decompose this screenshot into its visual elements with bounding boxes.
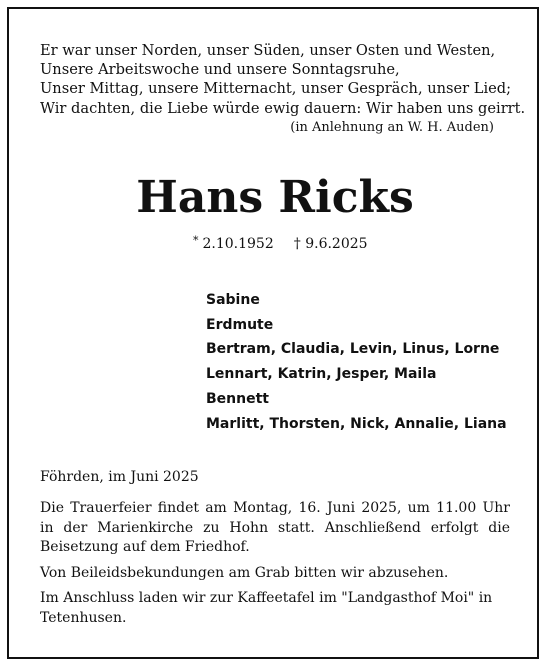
family-line: Bertram, Claudia, Levin, Linus, Lorne [206,341,500,358]
family-line: Bennett [206,390,269,407]
funeral-details: Die Trauerfeier findet am Montag, 16. Juni 2025, um 11.00 Uhr in der Marienkirche zu Hohn statt. Anschließend erfolgt die Beisetzung auf dem Friedhof. [40,500,510,556]
deceased-name: Hans Ricks [136,172,414,223]
family-line: Marlitt, Thorsten, Nick, Annalie, Liana [206,415,507,432]
condolence-note: Von Beileidsbekundungen am Grab bitten wir abzusehen. [40,564,449,581]
death-date: 9.6.2025 [305,236,368,252]
poem-attribution: (in Anlehnung an W. H. Auden) [290,120,494,135]
life-dates [193,234,368,252]
birth-date: 2.10.1952 [202,236,274,252]
poem [40,41,525,118]
poem-line: Unser Mittag, unsere Mitternacht, unser Gespräch, unser Lied; [40,80,512,98]
birth-symbol: * [193,234,199,247]
poem-line: Wir dachten, die Liebe würde ewig dauern: Wir haben uns geirrt. [40,99,526,117]
family-line: Sabine [206,292,260,308]
family-line: Lennart, Katrin, Jesper, Maila [206,366,437,383]
family-line: Erdmute [206,316,274,333]
poem-line: Unsere Arbeitswoche und unsere Sonntagsruhe, [40,61,400,79]
poem-line: Er war unser Norden, unser Süden, unser Osten und Westen, [40,42,496,59]
coffee-invitation: Im Anschluss laden wir zur Kaffeetafel im "Landgasthof Moi" in Tetenhusen. [40,590,493,626]
family-list [206,288,507,436]
death-symbol: † [293,236,301,252]
announcement-text [40,499,510,635]
place-date: Föhrden, im Juni 2025 [40,469,199,485]
